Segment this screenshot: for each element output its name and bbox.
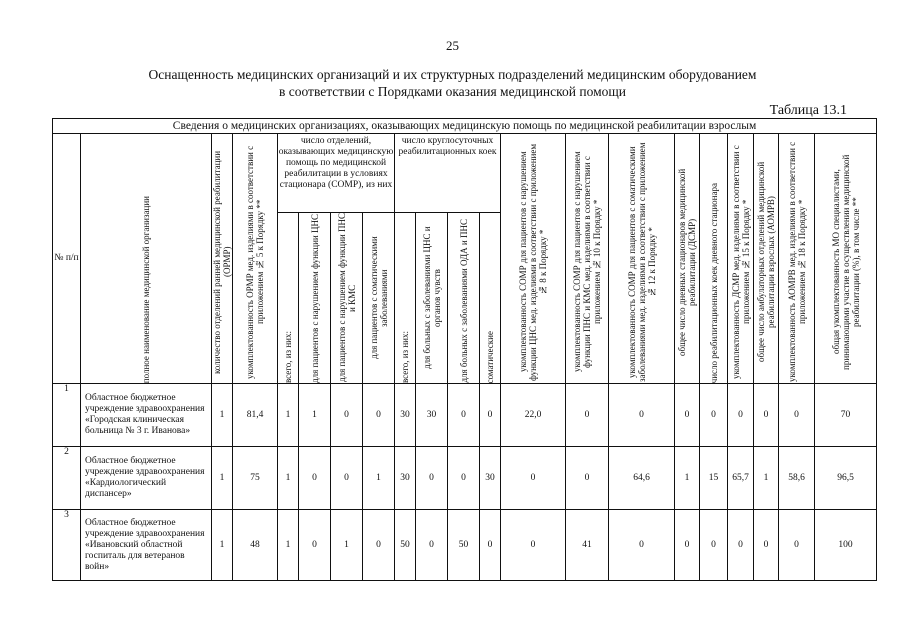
cell: 70 — [815, 384, 877, 447]
cell: 0 — [609, 510, 675, 581]
cell: 58,6 — [779, 447, 815, 510]
page-number: 25 — [446, 38, 459, 53]
cell: 30 — [416, 384, 448, 447]
row-num: 1 — [53, 384, 81, 447]
cell: 30 — [395, 447, 416, 510]
header-beds-total: всего, из них: — [395, 213, 416, 384]
cell: 81,4 — [233, 384, 278, 447]
cell: 0 — [416, 447, 448, 510]
header-comr-pns: для пациентов с нарушением функции ПНС и КМС — [331, 213, 363, 384]
cell: 0 — [363, 510, 395, 581]
row-num: 3 — [53, 510, 81, 581]
cell: 0 — [448, 447, 480, 510]
cell: 0 — [566, 447, 609, 510]
cell: 65,7 — [728, 447, 754, 510]
header-comr-total: всего, из них: — [278, 213, 299, 384]
header-beds-som: соматические — [480, 213, 501, 384]
title-line-2: в соответствии с Порядками оказания медицинской помощи — [278, 84, 626, 99]
cell: 0 — [609, 384, 675, 447]
org-name: Областное бюджетное учреждение здравоохранения «Ивановский областной госпиталь для ветеранов войн» — [81, 510, 212, 581]
cell: 1 — [754, 447, 779, 510]
cell: 0 — [675, 384, 700, 447]
cell: 64,6 — [609, 447, 675, 510]
header-beds-oda: для больных с заболеваниями ОДА и ПНС — [448, 213, 480, 384]
cell: 1 — [212, 384, 233, 447]
cell: 0 — [754, 510, 779, 581]
table-row — [53, 447, 877, 510]
cell: 1 — [278, 510, 299, 581]
org-name: Областное бюджетное учреждение здравоохранения «Кардиологический диспансер» — [81, 447, 212, 510]
header-name: полное наименование медицинской организации — [81, 134, 212, 384]
cell: 0 — [480, 510, 501, 581]
cell: 22,0 — [501, 384, 566, 447]
cell: 15 — [700, 447, 728, 510]
cell: 1 — [212, 447, 233, 510]
header-ormr-equip: укомплектованность ОРМР мед. изделиями в соответствии с приложением № 5 к Порядку ** — [233, 134, 278, 384]
cell: 0 — [416, 510, 448, 581]
cell: 1 — [675, 447, 700, 510]
cell: 0 — [566, 384, 609, 447]
cell: 0 — [501, 510, 566, 581]
header-aomrv-count: общее число амбулаторных отделений медицинской реабилитации взрослых (АОМРВ) — [754, 134, 779, 384]
cell: 75 — [233, 447, 278, 510]
header-num: № п/п — [53, 134, 81, 384]
header-comr-cns: для пациентов с нарушением функции ЦНС — [299, 213, 331, 384]
cell: 50 — [395, 510, 416, 581]
header-comr-cns-equip: укомплектованность СОМР для пациентов с нарушением функции ЦНС мед. изделиями в соответствии с приложением № 8 к Порядку * — [501, 134, 566, 384]
cell: 1 — [363, 447, 395, 510]
cell: 50 — [448, 510, 480, 581]
header-dsmr-equip: укомплектованность ДСМР мед. изделиями в соответствии с приложением № 15 к Порядку * — [728, 134, 754, 384]
cell: 0 — [728, 384, 754, 447]
cell: 96,5 — [815, 447, 877, 510]
cell: 0 — [754, 384, 779, 447]
cell: 0 — [331, 384, 363, 447]
cell: 41 — [566, 510, 609, 581]
cell: 100 — [815, 510, 877, 581]
cell: 1 — [212, 510, 233, 581]
cell: 1 — [299, 384, 331, 447]
cell: 0 — [363, 384, 395, 447]
header-comr-som-equip: укомплектованность СОМР для пациентов с соматическими заболеваниями мед. изделиями в соответствии с приложением № 12 к Порядку * — [609, 134, 675, 384]
title-line-1: Оснащенность медицинских организаций и их структурных подразделений медицинским оборудованием — [148, 67, 757, 82]
cell: 0 — [448, 384, 480, 447]
cell: 0 — [700, 510, 728, 581]
cell: 48 — [233, 510, 278, 581]
header-comr-pns-equip: укомплектованность СОМР для пациентов с нарушением функции ПНС и КМС мед. изделиями в соответствии с приложением № 10 к Порядку * — [566, 134, 609, 384]
header-ormr-count: количество отделений ранней медицинской реабилитации (ОРМР) — [212, 134, 233, 384]
header-dsmr-count: общее число дневных стационаров медицинской реабилитации (ДСМР) — [675, 134, 700, 384]
cell: 0 — [728, 510, 754, 581]
cell: 1 — [278, 384, 299, 447]
cell: 0 — [675, 510, 700, 581]
cell: 0 — [480, 384, 501, 447]
row-num: 2 — [53, 447, 81, 510]
rehab-table — [52, 118, 877, 581]
document-title — [0, 66, 905, 100]
cell: 30 — [395, 384, 416, 447]
header-aomrv-equip: укомплектованность АОМРВ мед. изделиями в соответствии с приложением № 18 к Порядку * — [779, 134, 815, 384]
header-beds-group: число круглосуточных реабилитационных коек — [395, 134, 501, 213]
cell: 0 — [700, 384, 728, 447]
header-comr-group: число отделений, оказывающих медицинскую помощь по медицинской реабилитации в условиях стационара (СОМР), из них — [278, 134, 395, 213]
cell: 30 — [480, 447, 501, 510]
cell: 1 — [331, 510, 363, 581]
header-day-beds: число реабилитационных коек дневного стационара — [700, 134, 728, 384]
cell: 0 — [331, 447, 363, 510]
table-caption: Сведения о медицинских организациях, оказывающих медицинскую помощь по медицинской реабилитации взрослым — [53, 119, 877, 134]
cell: 0 — [779, 510, 815, 581]
header-beds-cns: для больных с заболеваниями ЦНС и органов чувств — [416, 213, 448, 384]
cell: 0 — [299, 510, 331, 581]
cell: 1 — [278, 447, 299, 510]
table-row — [53, 510, 877, 581]
cell: 0 — [501, 447, 566, 510]
cell: 0 — [299, 447, 331, 510]
cell: 0 — [779, 384, 815, 447]
org-name: Областное бюджетное учреждение здравоохранения «Городская клиническая больница № 3 г. Иванова» — [81, 384, 212, 447]
header-staffing: общая укомплектованность МО специалистами, принимающими участие в осуществлении медицинской реабилитации (%), в том числе ** — [815, 134, 877, 384]
table-row — [53, 384, 877, 447]
table-label: Таблица 13.1 — [769, 103, 847, 118]
header-comr-som: для пациентов с соматическими заболеваниями — [363, 213, 395, 384]
